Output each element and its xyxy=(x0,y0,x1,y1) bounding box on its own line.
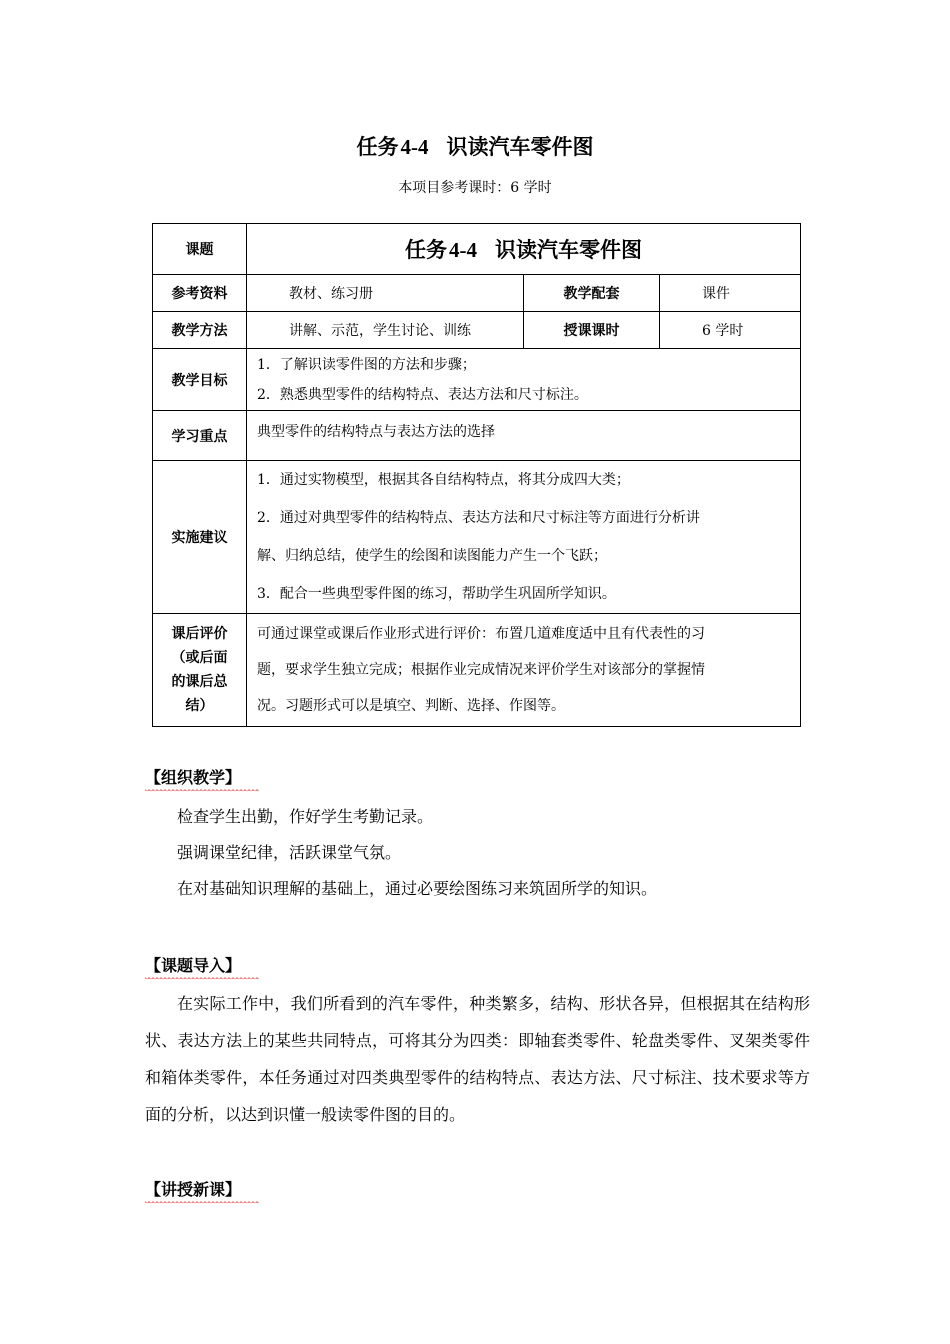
spellcheck-underline xyxy=(145,1201,259,1205)
lesson-plan-table xyxy=(152,223,801,727)
label-focus: 学习重点 xyxy=(153,411,247,461)
goal-line: 2．熟悉典型零件的结构特点、表达方法和尺寸标注。 xyxy=(257,386,588,403)
supporting-value: 课件 xyxy=(660,275,801,312)
topic-text: 识读汽车零件图 xyxy=(495,237,642,262)
page-subtitle: 本项目参考课时：6 学时 xyxy=(398,180,552,196)
focus-value: 典型零件的结构特点与表达方法的选择 xyxy=(247,411,801,461)
table-row-implementation xyxy=(153,461,801,614)
spellcheck-underline xyxy=(145,977,259,981)
table-row-method xyxy=(153,312,801,349)
evaluation-line: 可通过课堂或课后作业形式进行评价：布置几道难度适中且有代表性的习 xyxy=(257,626,705,642)
topic-number: 4-4 xyxy=(449,238,477,262)
evaluation-value xyxy=(247,614,801,727)
label-goal: 教学目标 xyxy=(153,349,247,411)
section-body-intro: 在实际工作中，我们所看到的汽车零件，种类繁多，结构、形状各异，但根据其在结构形状、表达方法上的某些共同特点，可将其分为四类：即轴套类零件、轮盘类零件、叉架类零件和箱体类零件，本任务通过对四类典型零件的结构特点、表达方法、尺寸标注、技术要求等方面的分析，以达到识懂一般读零件图的目的。 xyxy=(145,994,810,1124)
paragraph: 在对基础知识理解的基础上，通过必要绘图练习来筑固所学的知识。 xyxy=(177,879,658,898)
table-row-goal xyxy=(153,349,801,411)
label-topic: 课题 xyxy=(153,224,247,275)
label-implementation: 实施建议 xyxy=(153,461,247,614)
section-heading-organize: 【组织教学】 xyxy=(145,768,242,787)
implementation-line: 3．配合一些典型零件图的练习，帮助学生巩固所学知识。 xyxy=(257,586,616,602)
implementation-line: 2．通过对典型零件的结构特点、表达方法和尺寸标注等方面进行分析讲 xyxy=(257,510,700,526)
goal-value xyxy=(247,349,801,411)
topic-value xyxy=(247,224,801,275)
section-heading-new-lesson: 【讲授新课】 xyxy=(145,1180,242,1199)
evaluation-label-line: 结） xyxy=(185,698,214,714)
evaluation-line: 况。习题形式可以是填空、判断、选择、作图等。 xyxy=(257,698,565,714)
evaluation-label-line: 的课后总 xyxy=(171,674,228,690)
reference-value: 教材、练习册 xyxy=(247,275,524,312)
goal-line: 1．了解识读零件图的方法和步骤； xyxy=(257,356,476,373)
evaluation-label-line: （或后面 xyxy=(171,650,228,666)
label-hours: 授课课时 xyxy=(524,312,660,349)
paragraph: 强调课堂纪律，活跃课堂气氛。 xyxy=(177,843,402,862)
evaluation-label-line: 课后评价 xyxy=(171,626,228,642)
table-row-evaluation xyxy=(153,614,801,727)
paragraph: 检查学生出勤，作好学生考勤记录。 xyxy=(177,807,434,826)
implementation-line: 解、归纳总结，使学生的绘图和读图能力产生一个飞跃； xyxy=(257,548,607,564)
table-row-reference xyxy=(153,275,801,312)
label-supporting: 教学配套 xyxy=(524,275,660,312)
section-body-organize xyxy=(145,799,810,907)
title-prefix: 任务 xyxy=(356,134,399,159)
label-method: 教学方法 xyxy=(153,312,247,349)
method-value: 讲解、示范，学生讨论、训练 xyxy=(247,312,524,349)
table-row-topic xyxy=(153,224,801,275)
evaluation-line: 题，要求学生独立完成；根据作业完成情况来评价学生对该部分的掌握情 xyxy=(257,662,705,678)
implementation-line: 1．通过实物模型，根据其各自结构特点，将其分成四大类； xyxy=(257,472,630,488)
hours-value: 6 学时 xyxy=(660,312,801,349)
title-text: 识读汽车零件图 xyxy=(446,134,594,159)
topic-prefix: 任务 xyxy=(405,237,447,262)
label-evaluation xyxy=(153,614,247,727)
page-title xyxy=(0,130,950,164)
section-heading-intro: 【课题导入】 xyxy=(145,956,242,975)
label-reference: 参考资料 xyxy=(153,275,247,312)
spellcheck-underline xyxy=(145,789,259,793)
table-row-focus xyxy=(153,411,801,461)
implementation-value xyxy=(247,461,801,614)
title-number: 4-4 xyxy=(400,135,429,159)
